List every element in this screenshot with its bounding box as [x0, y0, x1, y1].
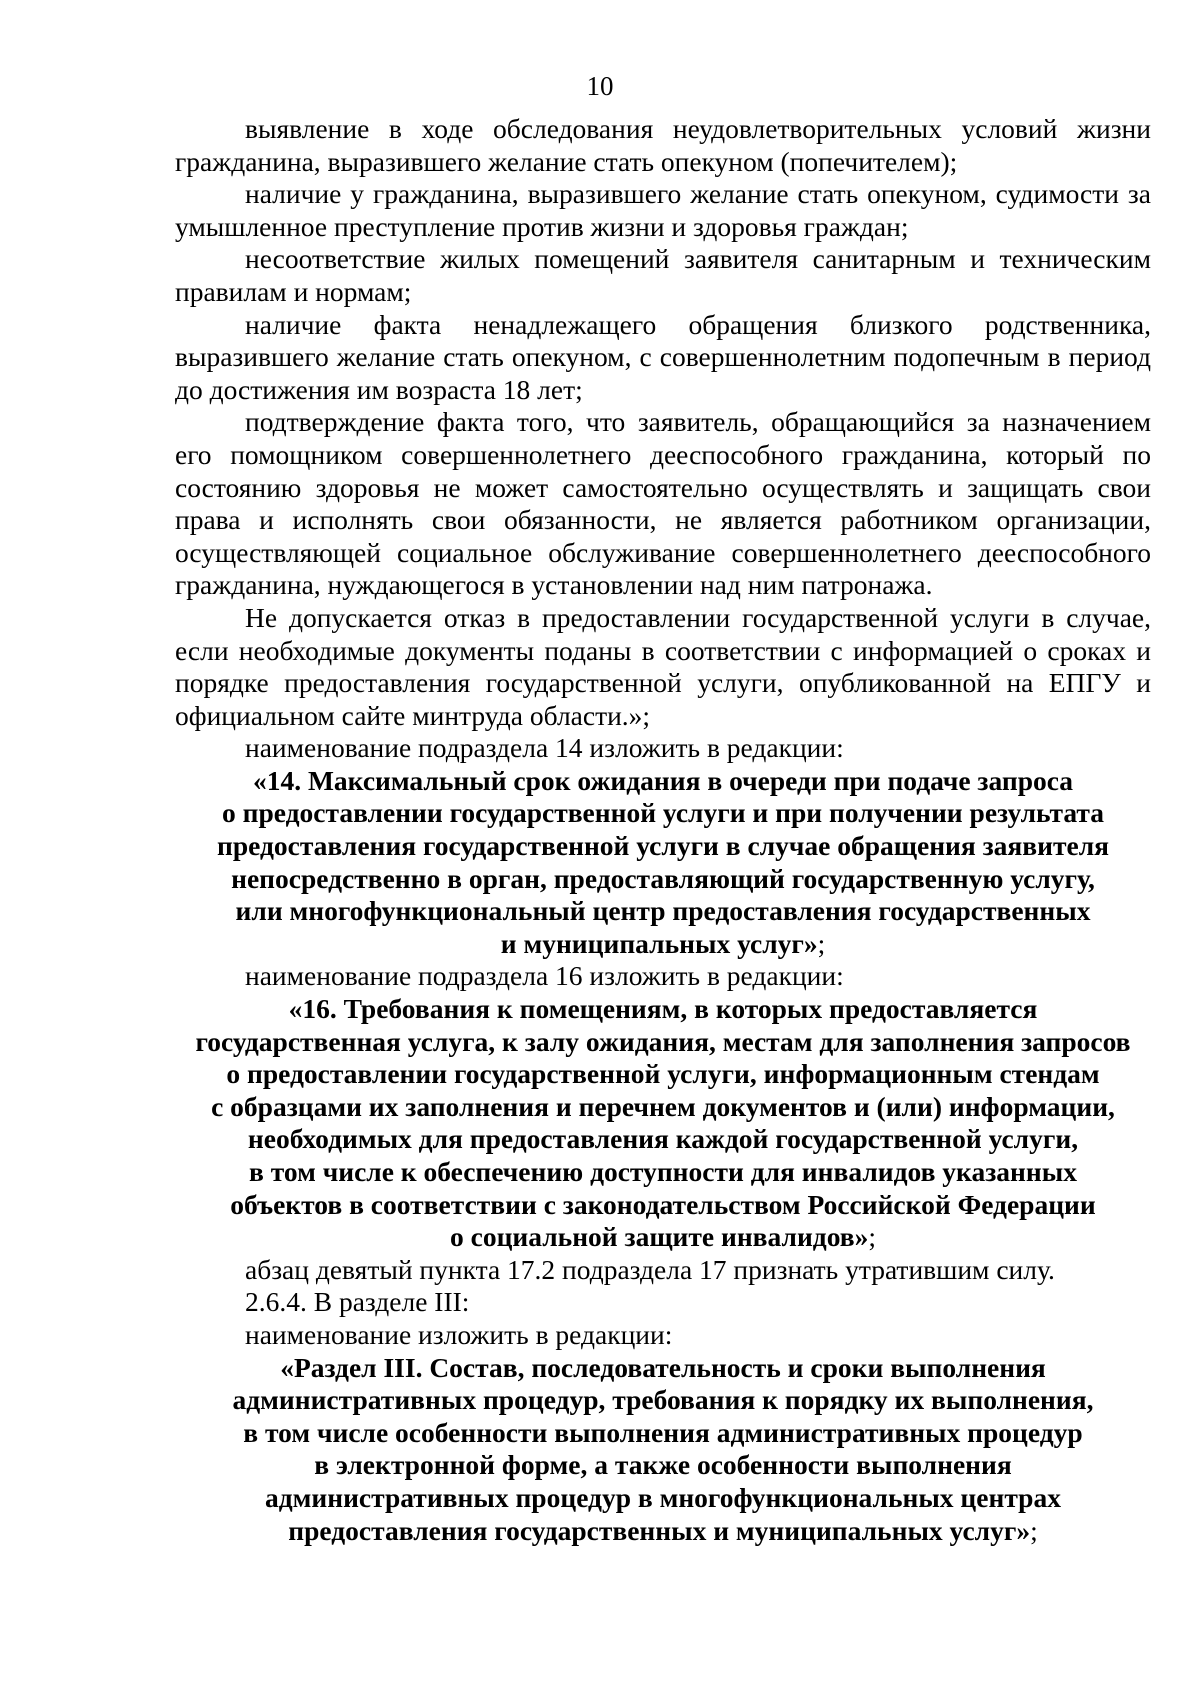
heading-line: в том числе к обеспечению доступности для инвалидов указанных — [249, 1156, 1077, 1187]
heading-line: о предоставлении государственной услуги и при получении результата — [222, 797, 1104, 829]
paragraph: наименование подраздела 14 изложить в редакции: — [245, 732, 844, 764]
heading-line: о предоставлении государственной услуги, информационным стендам — [226, 1058, 1100, 1090]
heading-last-line — [175, 928, 1151, 961]
heading-line: в том числе особенности выполнения административных процедур — [243, 1416, 1083, 1448]
heading-line: с образцами их заполнения и перечнем документов и (или) информации, — [211, 1090, 1115, 1122]
heading-line: необходимых для предоставления каждой государственной услуги, — [247, 1123, 1079, 1155]
heading-line: административных процедур, требования к порядку их выполнения, — [232, 1384, 1094, 1416]
heading-line: или многофункциональный центр предоставления государственных — [235, 895, 1091, 927]
heading-line: непосредственно в орган, предоставляющий государственную услугу, — [231, 862, 1095, 894]
heading-line: «14. Максимальный срок ожидания в очереди при подаче запроса — [252, 764, 1074, 796]
document-body — [175, 113, 1151, 1547]
paragraph: наименование изложить в редакции: — [245, 1318, 673, 1350]
heading-subsection-14 — [175, 765, 1151, 961]
paragraph: наименование подраздела 16 изложить в редакции: — [245, 960, 844, 992]
heading-line: предоставления государственной услуги в случае обращения заявителя — [216, 830, 1110, 862]
heading-tail: ; — [868, 1221, 877, 1253]
paragraph: 2.6.4. В разделе III: — [245, 1286, 470, 1318]
heading-line: и муниципальных услуг» — [500, 927, 818, 959]
heading-tail: ; — [817, 927, 826, 959]
heading-line: государственная услуга, к залу ожидания, местам для заполнения запросов — [195, 1025, 1131, 1057]
heading-line: предоставления государственных и муниципальных услуг» — [288, 1514, 1031, 1546]
heading-line: в электронной форме, а также особенности выполнения — [314, 1449, 1012, 1481]
paragraph: наличие факта ненадлежащего обращения близкого родственника, выразившего желание стать опекуном, с совершеннолетним подопечным в период до достижения им возраста 18 лет; — [175, 308, 1151, 405]
paragraph: абзац девятый пункта 17.2 подраздела 17 признать утратившим силу. — [245, 1253, 1055, 1285]
heading-line: «Раздел III. Состав, последовательность и сроки выполнения — [280, 1351, 1046, 1383]
heading-last-line — [175, 1221, 1151, 1254]
heading-line: административных процедур в многофункциональных центрах — [265, 1481, 1061, 1513]
paragraph: Не допускается отказ в предоставлении государственной услуги в случае, если необходимые документы поданы в соответствии с информацией о сроках и порядке предоставления государственной услуги, опубликованной на ЕПГУ и официальном сайте минтруда области.»; — [175, 601, 1151, 731]
heading-section-3 — [175, 1352, 1151, 1548]
heading-tail: ; — [1030, 1514, 1038, 1546]
heading-line: о социальной защите инвалидов» — [449, 1221, 869, 1253]
heading-subsection-16 — [175, 993, 1151, 1254]
heading-last-line — [175, 1515, 1151, 1548]
paragraph: подтверждение факта того, что заявитель, обращающийся за назначением его помощником совершеннолетнего дееспособного гражданина, который по состоянию здоровья не может самостоятельно осуществлять и защищать свои права и исполнять свои обязанности, не является работником организации, осуществляющей социальное обслуживание совершеннолетнего дееспособного гражданина, нуждающегося в установлении над ним патронажа. — [175, 406, 1151, 601]
paragraph: наличие у гражданина, выразившего желание стать опекуном, судимости за умышленное преступление против жизни и здоровья граждан; — [175, 178, 1151, 242]
heading-line: объектов в соответствии с законодательством Российской Федерации — [230, 1188, 1096, 1220]
heading-line: «16. Требования к помещениям, в которых предоставляется — [288, 993, 1038, 1025]
paragraph: несоответствие жилых помещений заявителя санитарным и техническим правилам и нормам; — [175, 243, 1151, 307]
paragraph: выявление в ходе обследования неудовлетворительных условий жизни гражданина, выразившего желание стать опекуном (попечителем); — [175, 113, 1151, 177]
page-number: 10 — [586, 71, 614, 101]
